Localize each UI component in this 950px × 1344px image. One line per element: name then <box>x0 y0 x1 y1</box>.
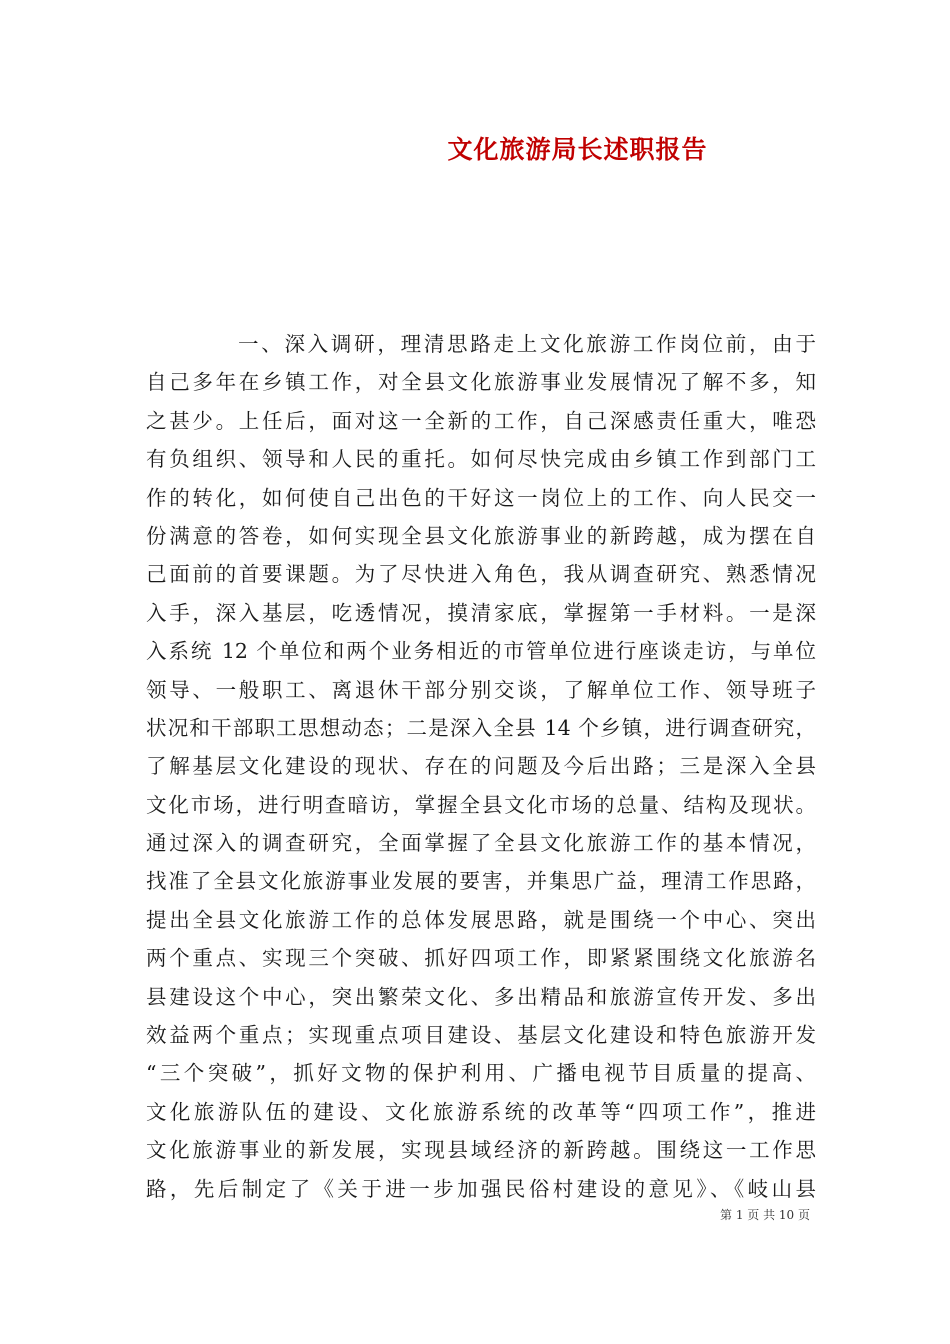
paragraph-line: 自己多年在乡镇工作，对全县文化旅游事业发展情况了解不多，知 <box>146 370 816 395</box>
paragraph-line: 有负组织、领导和人民的重托。如何尽快完成由乡镇工作到部门工 <box>146 447 816 472</box>
paragraph-line: 己面前的首要课题。为了尽快进入角色，我从调查研究、熟悉情况 <box>146 562 816 587</box>
paragraph-line: 入系统 12 个单位和两个业务相近的市管单位进行座谈走访，与单位 <box>146 639 816 664</box>
paragraph-line: 文化旅游事业的新发展，实现县域经济的新跨越。围绕这一工作思 <box>146 1138 816 1163</box>
paragraph-line: 作的转化，如何使自己出色的干好这一岗位上的工作、向人民交一 <box>146 485 816 510</box>
document-body <box>146 325 816 1208</box>
paragraph-line: 县建设这个中心，突出繁荣文化、多出精品和旅游宣传开发、多出 <box>146 984 816 1009</box>
paragraph-line: 两个重点、实现三个突破、抓好四项工作，即紧紧围绕文化旅游名 <box>146 946 816 971</box>
paragraph-line: 份满意的答卷，如何实现全县文化旅游事业的新跨越，成为摆在自 <box>146 523 816 548</box>
paragraph-line: 提出全县文化旅游工作的总体发展思路，就是围绕一个中心、突出 <box>146 907 816 932</box>
paragraph-line: 了解基层文化建设的现状、存在的问题及今后出路；三是深入全县 <box>146 754 816 779</box>
paragraph-line: 路，先后制定了《关于进一步加强民俗村建设的意见》、《岐山县 <box>146 1176 816 1201</box>
paragraph-line: 文化市场，进行明查暗访，掌握全县文化市场的总量、结构及现状。 <box>146 792 816 817</box>
document-title: 文化旅游局长述职报告 <box>447 135 708 164</box>
paragraph-line: 通过深入的调查研究，全面掌握了全县文化旅游工作的基本情况， <box>146 831 816 856</box>
paragraph-line: 状况和干部职工思想动态；二是深入全县 14 个乡镇，进行调查研究， <box>146 715 816 740</box>
page-number: 第 1 页 共 10 页 <box>720 1208 810 1222</box>
paragraph-line: 找准了全县文化旅游事业发展的要害，并集思广益，理清工作思路， <box>146 869 816 894</box>
paragraph-line: 入手，深入基层，吃透情况，摸清家底，掌握第一手材料。一是深 <box>146 600 816 625</box>
paragraph-line: 之甚少。上任后，面对这一全新的工作，自己深感责任重大，唯恐 <box>146 408 816 433</box>
paragraph-line: 领导、一般职工、离退休干部分别交谈，了解单位工作、领导班子 <box>146 677 816 702</box>
paragraph-line: 文化旅游队伍的建设、文化旅游系统的改革等“四项工作”，推进 <box>146 1099 816 1124</box>
paragraph-line: 效益两个重点；实现重点项目建设、基层文化建设和特色旅游开发 <box>146 1023 816 1048</box>
paragraph-line: “三个突破”，抓好文物的保护利用、广播电视节目质量的提高、 <box>146 1061 816 1086</box>
document-title-container <box>0 132 950 168</box>
paragraph-line: 一、深入调研，理清思路走上文化旅游工作岗位前，由于 <box>238 332 816 356</box>
